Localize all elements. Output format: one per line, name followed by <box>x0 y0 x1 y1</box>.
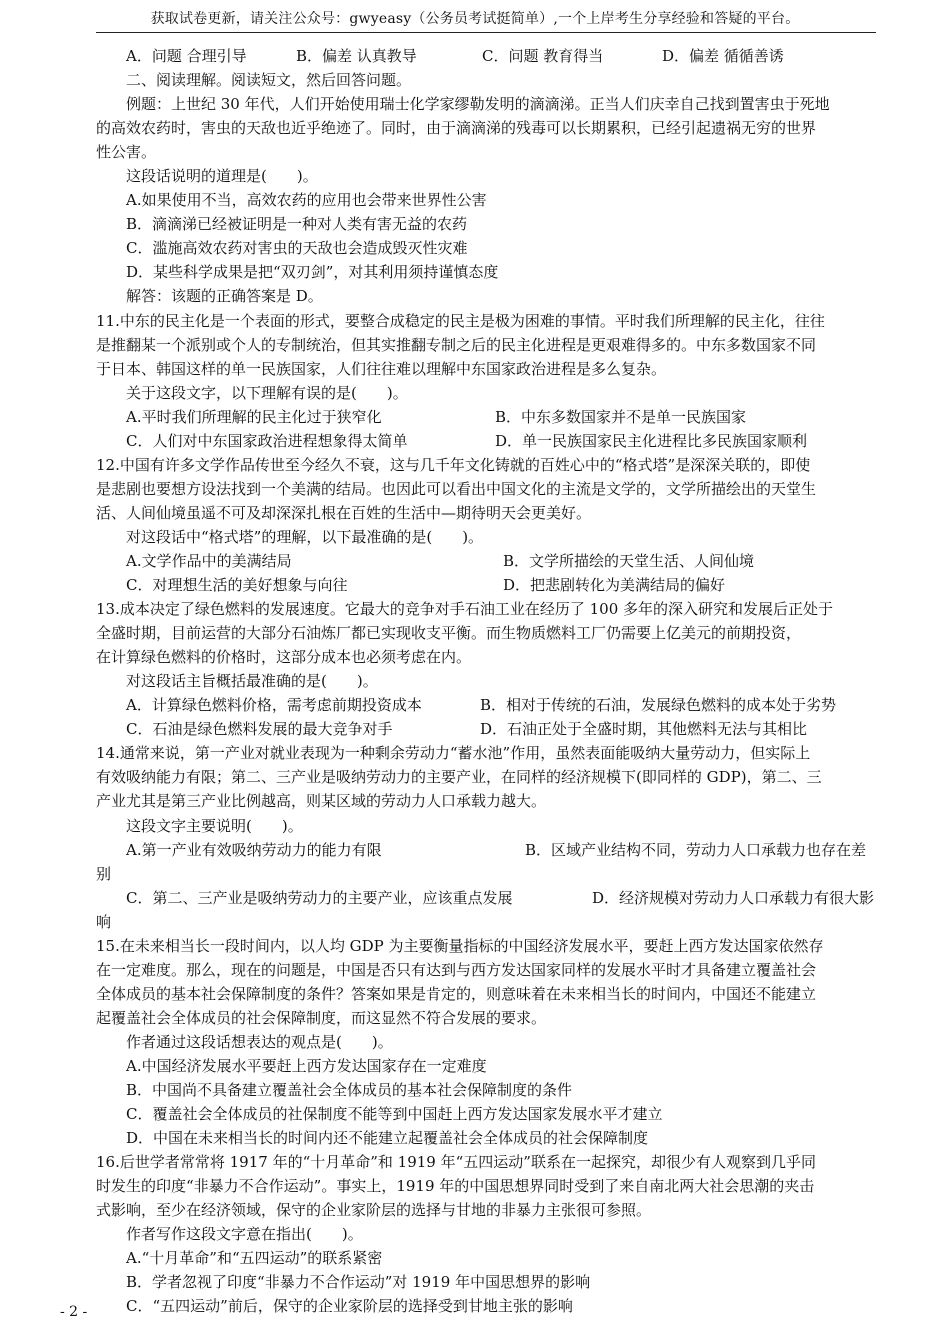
q12-question: 对这段话中“格式塔”的理解，以下最准确的是( )。 <box>126 527 484 546</box>
q15-option-a: A.中国经济发展水平要赶上西方发达国家存在一定难度 <box>126 1056 487 1075</box>
example-answer: 解答：该题的正确答案是 D。 <box>126 287 323 306</box>
example-option-c: C．滥施高效农药对害虫的天敌也会造成毁灭性灾难 <box>126 239 468 258</box>
q12-option-a: A.文学作品中的美满结局 <box>126 551 292 570</box>
top-option-b: B．偏差 认真教导 <box>296 47 417 65</box>
page-number: - 2 - <box>60 1304 88 1320</box>
q13-question: 对这段话主旨概括最准确的是( )。 <box>126 672 378 691</box>
q15-question: 作者通过这段话想表达的观点是( )。 <box>126 1032 393 1051</box>
q15-text: 全体成员的基本社会保障制度的条件？答案如果是肯定的，则意味着在未来相当长的时间内，中国还不能建立 <box>96 984 817 1003</box>
example-option-a: A.如果使用不当，高效农药的应用也会带来世界性公害 <box>126 191 487 210</box>
q14-options-row-1 <box>96 838 878 862</box>
q11-option-c: C．人们对中东国家政治进程想象得太简单 <box>126 431 408 450</box>
example-line: 例题：上世纪 30 年代，人们开始使用瑞士化学家缪勒发明的滴滴涕。正当人们庆幸自己找到置害虫于死地 <box>126 95 830 114</box>
q12-text: 12.中国有许多文学作品传世至今经久不衰，这与几千年文化铸就的百姓心中的“格式塔”是深深关联的，即使 <box>96 455 811 474</box>
top-option-d: D．偏差 循循善诱 <box>662 47 784 65</box>
example-option-b: B．滴滴涕已经被证明是一种对人类有害无益的农药 <box>126 215 468 234</box>
q11-option-b: B．中东多数国家并不是单一民族国家 <box>495 407 747 426</box>
page-header: 获取试卷更新，请关注公众号：gwyeasy（公务员考试挺简单）,一个上岸考生分享经验和答疑的平台。 <box>150 11 800 27</box>
q12-text: 活、人间仙境虽遥不可及却深深扎根在百姓的生活中—期待明天会更美好。 <box>96 503 592 522</box>
q11-text: 11.中东的民主化是一个表面的形式，要整合成稳定的民主是极为困难的事情。平时我们所理解的民主化，往往 <box>96 311 825 330</box>
top-options-row <box>96 44 878 68</box>
header-rule <box>96 32 876 33</box>
q12-option-c: C．对理想生活的美好想象与向往 <box>126 576 348 595</box>
q13-text: 在计算绿色燃料的价格时，这部分成本也必须考虑在内。 <box>96 648 472 667</box>
q13-options-row-2 <box>96 717 878 741</box>
example-question: 这段话说明的道理是( )。 <box>126 167 318 186</box>
q14-option-a: A.第一产业有效吸纳劳动力的能力有限 <box>126 840 382 859</box>
q11-text: 是推翻某一个派别或个人的专制统治，但其实推翻专制之后的民主化进程是更艰难得多的。中东多数国家不同 <box>96 335 817 354</box>
q13-option-b: B．相对于传统的石油，发展绿色燃料的成本处于劣势 <box>480 696 837 715</box>
document-body <box>96 44 878 1318</box>
q12-options-row-2 <box>96 573 878 597</box>
q14-option-d-wrap: 响 <box>96 912 112 931</box>
q16-option-b: B．学者忽视了印度“非暴力不合作运动”对 1919 年中国思想界的影响 <box>126 1273 591 1292</box>
q14-text: 产业尤其是第三产业比例越高，则某区域的劳动力人口承载力越大。 <box>96 792 547 811</box>
q16-option-a: A.“十月革命”和“五四运动”的联系紧密 <box>126 1249 383 1268</box>
q13-option-c: C．石油是绿色燃料发展的最大竞争对手 <box>126 720 393 739</box>
q11-option-d: D．单一民族国家民主化进程比多民族国家顺利 <box>495 431 808 450</box>
q16-text: 时发生的印度“非暴力不合作运动”。事实上，1919 年的中国思想界同时受到了来自南北两大社会思潮的夹击 <box>96 1177 815 1196</box>
q15-option-b: B．中国尚不具备建立覆盖社会全体成员的基本社会保障制度的条件 <box>126 1081 573 1100</box>
q16-text: 16.后世学者常常将 1917 年的“十月革命”和 1919 年“五四运动”联系在一起探究，却很少有人观察到几乎同 <box>96 1153 816 1172</box>
q15-text: 起覆盖社会全体成员的社会保障制度，而这显然不符合发展的要求。 <box>96 1008 547 1027</box>
q12-text: 是悲剧也要想方设法找到一个美满的结局。也因此可以看出中国文化的主流是文学的，文学所描绘出的天堂生 <box>96 479 817 498</box>
q11-options-row-2 <box>96 429 878 453</box>
q13-text: 13.成本决定了绿色燃料的发展速度。它最大的竞争对手石油工业在经历了 100 多年的深入研究和发展后正处于 <box>96 600 834 619</box>
q16-option-c: C．“五四运动”前后，保守的企业家阶层的选择受到甘地主张的影响 <box>126 1297 573 1316</box>
q14-option-c: C．第二、三产业是吸纳劳动力的主要产业，应该重点发展 <box>126 888 513 907</box>
top-option-c: C．问题 教育得当 <box>482 47 604 65</box>
q11-options-row-1 <box>96 405 878 429</box>
example-option-d: D．某些科学成果是把“双刃剑”，对其利用须持谨慎态度 <box>126 263 499 282</box>
example-line: 的高效农药时，害虫的天敌也近乎绝迹了。同时，由于滴滴涕的残毒可以长期累积，已经引起遗祸无穷的世界 <box>96 119 817 138</box>
q14-options-row-2 <box>96 886 878 910</box>
top-option-a: A．问题 合理引导 <box>126 47 247 65</box>
q14-text: 有效吸纳能力有限；第二、三产业是吸纳劳动力的主要产业，在同样的经济规模下(即同样的 GDP)，第二、三 <box>96 768 822 787</box>
q13-options-row-1 <box>96 693 878 717</box>
q13-option-a: A．计算绿色燃料价格，需考虑前期投资成本 <box>126 696 422 715</box>
q14-option-b: B．区域产业结构不同，劳动力人口承载力也存在差 <box>525 840 867 859</box>
q13-option-d: D．石油正处于全盛时期，其他燃料无法与其相比 <box>480 720 808 739</box>
q14-option-d: D．经济规模对劳动力人口承载力有很大影 <box>592 888 875 907</box>
q15-text: 15.在未来相当长一段时间内，以人均 GDP 为主要衡量指标的中国经济发展水平，要赶上西方发达国家依然存 <box>96 936 824 955</box>
q13-text: 全盛时期，目前运营的大部分石油炼厂都已实现收支平衡。而生物质燃料工厂仍需要上亿美元的前期投资， <box>96 624 802 643</box>
q16-question: 作者写作这段文字意在指出( )。 <box>126 1225 363 1244</box>
q15-option-c: C．覆盖社会全体成员的社保制度不能等到中国赶上西方发达国家发展水平才建立 <box>126 1105 663 1124</box>
q14-question: 这段文字主要说明( )。 <box>126 816 303 835</box>
q12-option-d: D．把悲剧转化为美满结局的偏好 <box>503 576 726 595</box>
q14-text: 14.通常来说，第一产业对就业表现为一种剩余劳动力“蓄水池”作用，虽然表面能吸纳大量劳动力，但实际上 <box>96 744 811 763</box>
q14-option-b-wrap: 别 <box>96 864 112 883</box>
q11-option-a: A.平时我们所理解的民主化过于狭窄化 <box>126 407 382 426</box>
q11-question: 关于这段文字，以下理解有误的是( )。 <box>126 383 408 402</box>
q12-option-b: B．文学所描绘的天堂生活、人间仙境 <box>503 551 755 570</box>
example-line: 性公害。 <box>96 143 157 162</box>
q11-text: 于日本、韩国这样的单一民族国家，人们往往难以理解中东国家政治进程是多么复杂。 <box>96 359 667 378</box>
q16-text: 式影响，至少在经济领域，保守的企业家阶层的选择与甘地的非暴力主张很可参照。 <box>96 1201 652 1220</box>
q12-options-row-1 <box>96 549 878 573</box>
q15-text: 在一定难度。那么，现在的问题是，中国是否只有达到与西方发达国家同样的发展水平时才具备建立覆盖社会 <box>96 960 817 979</box>
q15-option-d: D．中国在未来相当长的时间内还不能建立起覆盖社会全体成员的社会保障制度 <box>126 1129 649 1148</box>
section-title: 二、阅读理解。阅读短文，然后回答问题。 <box>126 71 412 90</box>
